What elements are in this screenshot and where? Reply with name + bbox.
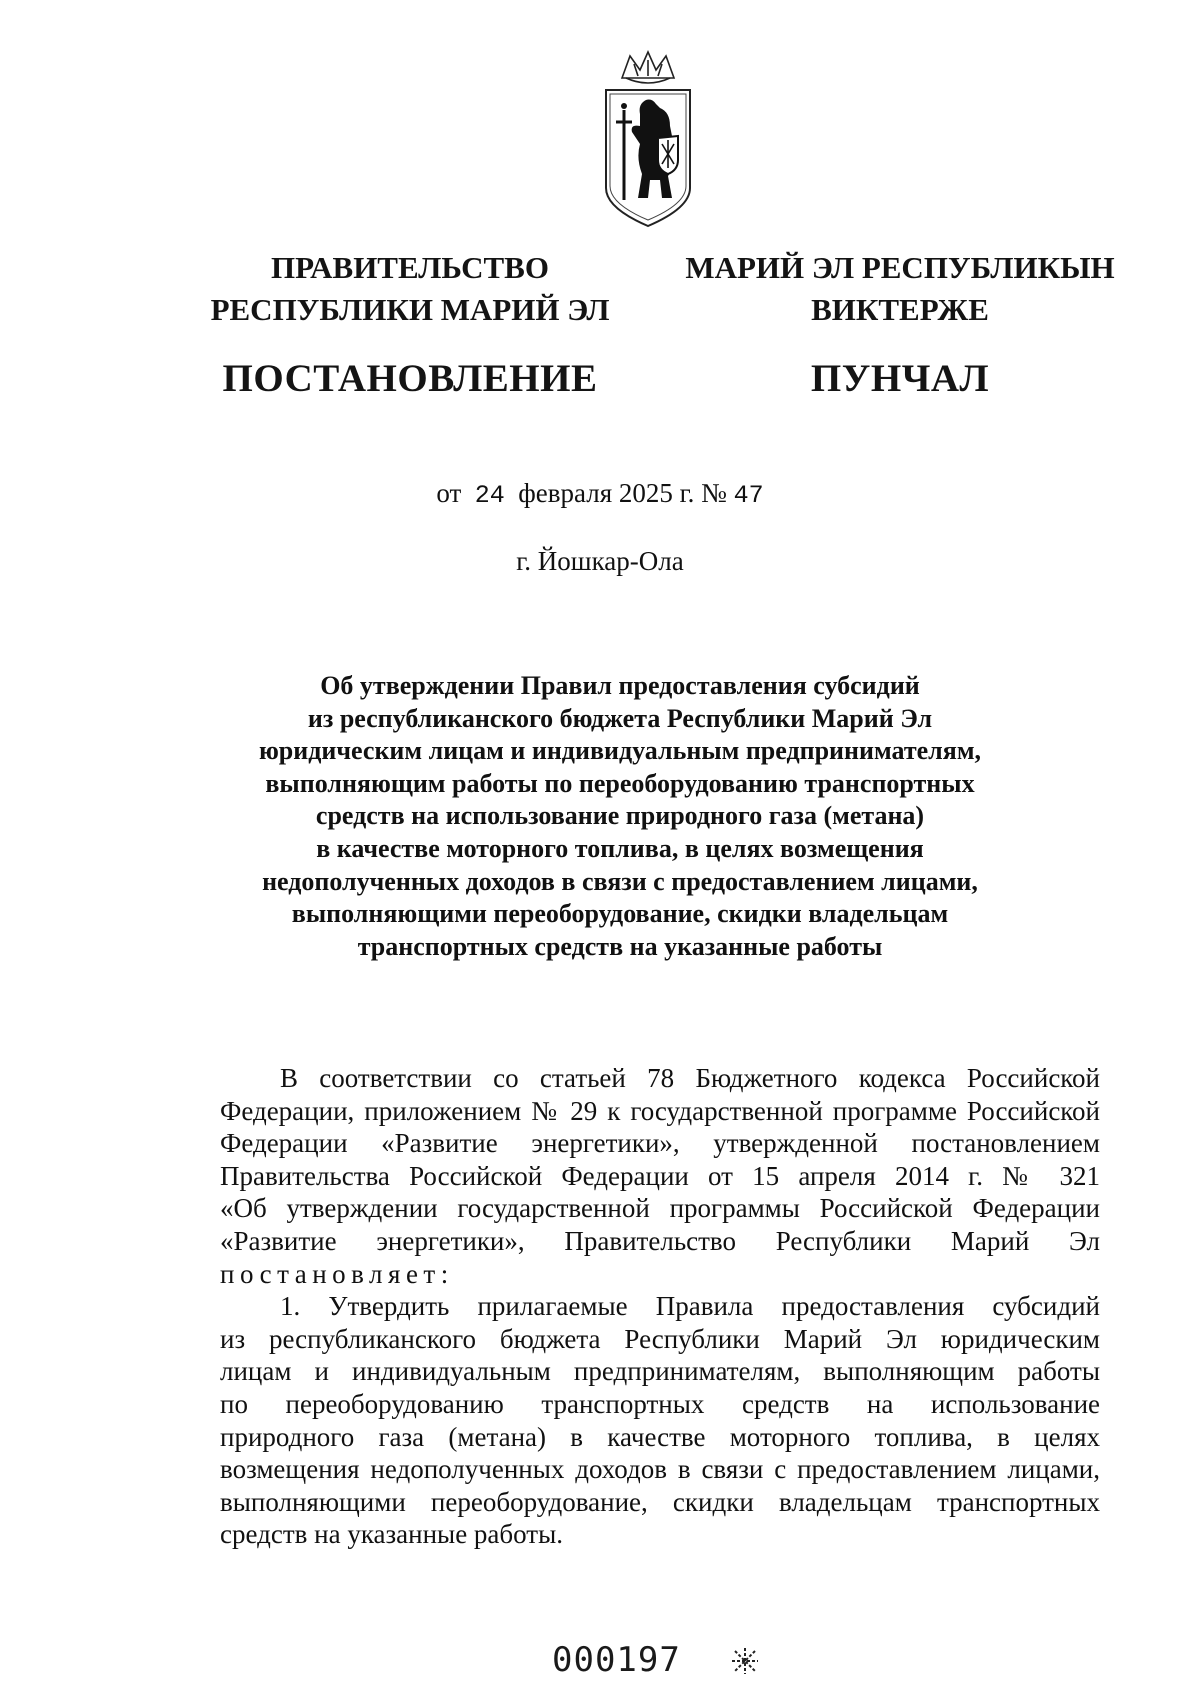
body-line: 1. Утвердить прилагаемые Правила предоставления субсидий (280, 1291, 1100, 1322)
title-line: юридическим лицам и индивидуальным предпринимателям, (258, 736, 982, 766)
document-type-mari: ПУНЧАЛ (810, 357, 990, 400)
header-government-mari (670, 247, 1130, 401)
mari-el-coat-of-arms-icon (600, 48, 696, 230)
title-line: выполняющими переоборудование, скидки владельцам (291, 899, 949, 929)
title-line: недополученных доходов в связи с предоставлением лицами, (262, 866, 978, 896)
title-line: из республиканского бюджета Республики Марий Эл (307, 703, 933, 733)
title-line: средств на использование природного газа (метана) (315, 801, 925, 831)
date-day: 24 (474, 481, 505, 510)
body-line: возмещения недополученных доходов в связи с предоставлением лицами, (220, 1454, 1100, 1485)
document-number: 47 (733, 481, 764, 510)
form-serial-number: 000197 (552, 1640, 681, 1680)
header-org-line2: РЕСПУБЛИКИ МАРИЙ ЭЛ (210, 292, 610, 327)
asterisk-mark-icon (730, 1646, 760, 1676)
header-org-line1-mari: МАРИЙ ЭЛ РЕСПУБЛИКЫН (685, 250, 1115, 285)
date-prefix: от (436, 478, 462, 508)
document-title (180, 670, 1060, 963)
title-line: транспортных средств на указанные работы (357, 931, 883, 961)
body-line: средств на указанные работы. (220, 1519, 563, 1550)
body-line: Правительства Российской Федерации от 15 апреля 2014 г. № 321 (220, 1160, 1100, 1191)
header-org-line2-mari: ВИКТЕРЖЕ (811, 292, 989, 327)
title-line: Об утверждении Правил предоставления субсидий (320, 671, 920, 700)
body-line: «Развитие энергетики», Правительство Республики Марий Эл (220, 1225, 1100, 1256)
resolves-word: постановляет: (220, 1258, 454, 1289)
body-line: из республиканского бюджета Республики Марий Эл юридическим (220, 1323, 1100, 1354)
body-line: выполняющими переоборудование, скидки владельцам транспортных (220, 1486, 1100, 1517)
document-type-ru: ПОСТАНОВЛЕНИЕ (222, 357, 598, 400)
document-city: г. Йошкар-Ола (516, 546, 684, 576)
body-line: «Об утверждении государственной программы Российской Федерации (220, 1193, 1100, 1224)
title-line: выполняющим работы по переоборудованию транспортных (265, 768, 975, 798)
document-date (0, 478, 1200, 510)
header-government-ru (200, 247, 620, 401)
title-line: в качестве моторного топлива, в целях возмещения (316, 833, 924, 863)
body-line: природного газа (метана) в качестве моторного топлива, в целях (220, 1421, 1100, 1452)
body-line: Федерации «Развитие энергетики», утвержденной постановлением (220, 1128, 1100, 1159)
body-line: лицам и индивидуальным предпринимателям, выполняющим работы (220, 1356, 1100, 1387)
header-org-line1: ПРАВИТЕЛЬСТВО (271, 250, 549, 285)
body-line: по переоборудованию транспортных средств на использование (220, 1388, 1100, 1419)
document-body (220, 1062, 1100, 1551)
date-month-year: февраля 2025 г. № (518, 478, 727, 508)
body-line: Федерации, приложением № 29 к государственной программе Российской (220, 1095, 1100, 1126)
body-line: В соответствии со статьей 78 Бюджетного кодекса Российской (280, 1063, 1100, 1093)
